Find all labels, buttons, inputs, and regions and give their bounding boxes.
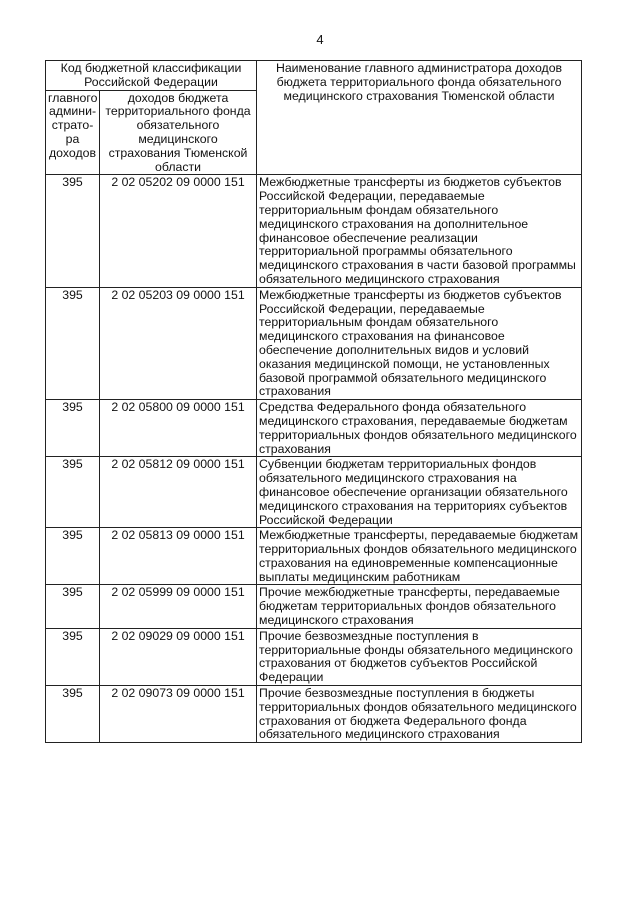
header-admin-column: главного админи-страто-ра доходов — [46, 90, 100, 175]
income-code-cell: 2 02 05999 09 0000 151 — [100, 585, 257, 628]
table-row — [46, 175, 582, 287]
income-code-cell: 2 02 05812 09 0000 151 — [100, 457, 257, 528]
budget-classification-table — [45, 60, 582, 743]
admin-code-cell: 395 — [46, 400, 100, 457]
income-code-cell: 2 02 05800 09 0000 151 — [100, 400, 257, 457]
table-row — [46, 400, 582, 457]
table-row — [46, 686, 582, 743]
income-code-cell: 2 02 09029 09 0000 151 — [100, 628, 257, 685]
table-row — [46, 628, 582, 685]
description-cell: Прочие безвозмездные поступления в бюджеты территориальных фондов обязательного медицинского страхования от бюджета Федерального фонда обязательного медицинского страхования — [257, 686, 582, 743]
income-code-cell: 2 02 09073 09 0000 151 — [100, 686, 257, 743]
admin-code-cell: 395 — [46, 628, 100, 685]
admin-code-cell: 395 — [46, 686, 100, 743]
table-row — [46, 528, 582, 585]
table-row — [46, 457, 582, 528]
table-header-row — [46, 61, 582, 91]
table-row — [46, 287, 582, 399]
description-cell: Межбюджетные трансферты из бюджетов субъектов Российской Федерации, передаваемые территориальным фондам обязательного медицинского страхования на дополнительное финансовое обеспечение реализации территориальной программы обязательного медицинского страхования в части базовой программы обязательного медицинского страхования — [257, 175, 582, 287]
income-code-cell: 2 02 05813 09 0000 151 — [100, 528, 257, 585]
admin-code-cell: 395 — [46, 528, 100, 585]
admin-code-cell: 395 — [46, 175, 100, 287]
admin-code-cell: 395 — [46, 287, 100, 399]
income-code-cell: 2 02 05203 09 0000 151 — [100, 287, 257, 399]
admin-code-cell: 395 — [46, 457, 100, 528]
table-row — [46, 585, 582, 628]
description-cell: Прочие межбюджетные трансферты, передаваемые бюджетам территориальных фондов обязательного медицинского страхования — [257, 585, 582, 628]
admin-code-cell: 395 — [46, 585, 100, 628]
description-cell: Средства Федерального фонда обязательного медицинского страхования, передаваемые бюджетам территориальных фондов обязательного медицинского страхования — [257, 400, 582, 457]
header-code-group: Код бюджетной классификации Российской Федерации — [46, 61, 257, 91]
description-cell: Межбюджетные трансферты из бюджетов субъектов Российской Федерации, передаваемые территориальным фондам обязательного медицинского страхования на финансовое обеспечение дополнительных видов и условий оказания медицинской помощи, не установленных базовой программой обязательного медицинского страхования — [257, 287, 582, 399]
header-name-column: Наименование главного администратора доходов бюджета территориального фонда обязательного медицинского страхования Тюменской области — [257, 61, 582, 175]
description-cell: Субвенции бюджетам территориальных фондов обязательного медицинского страхования на финансовое обеспечение организации обязательного медицинского страхования на территориях субъектов Российской Федерации — [257, 457, 582, 528]
header-income-column: доходов бюджета территориального фонда обязательного медицинского страхования Тюменской области — [100, 90, 257, 175]
income-code-cell: 2 02 05202 09 0000 151 — [100, 175, 257, 287]
page-number: 4 — [316, 32, 324, 47]
description-cell: Межбюджетные трансферты, передаваемые бюджетам территориальных фондов обязательного медицинского страхования на единовременные компенсационные выплаты медицинским работникам — [257, 528, 582, 585]
description-cell: Прочие безвозмездные поступления в территориальные фонды обязательного медицинского страхования от бюджетов субъектов Российской Федерации — [257, 628, 582, 685]
